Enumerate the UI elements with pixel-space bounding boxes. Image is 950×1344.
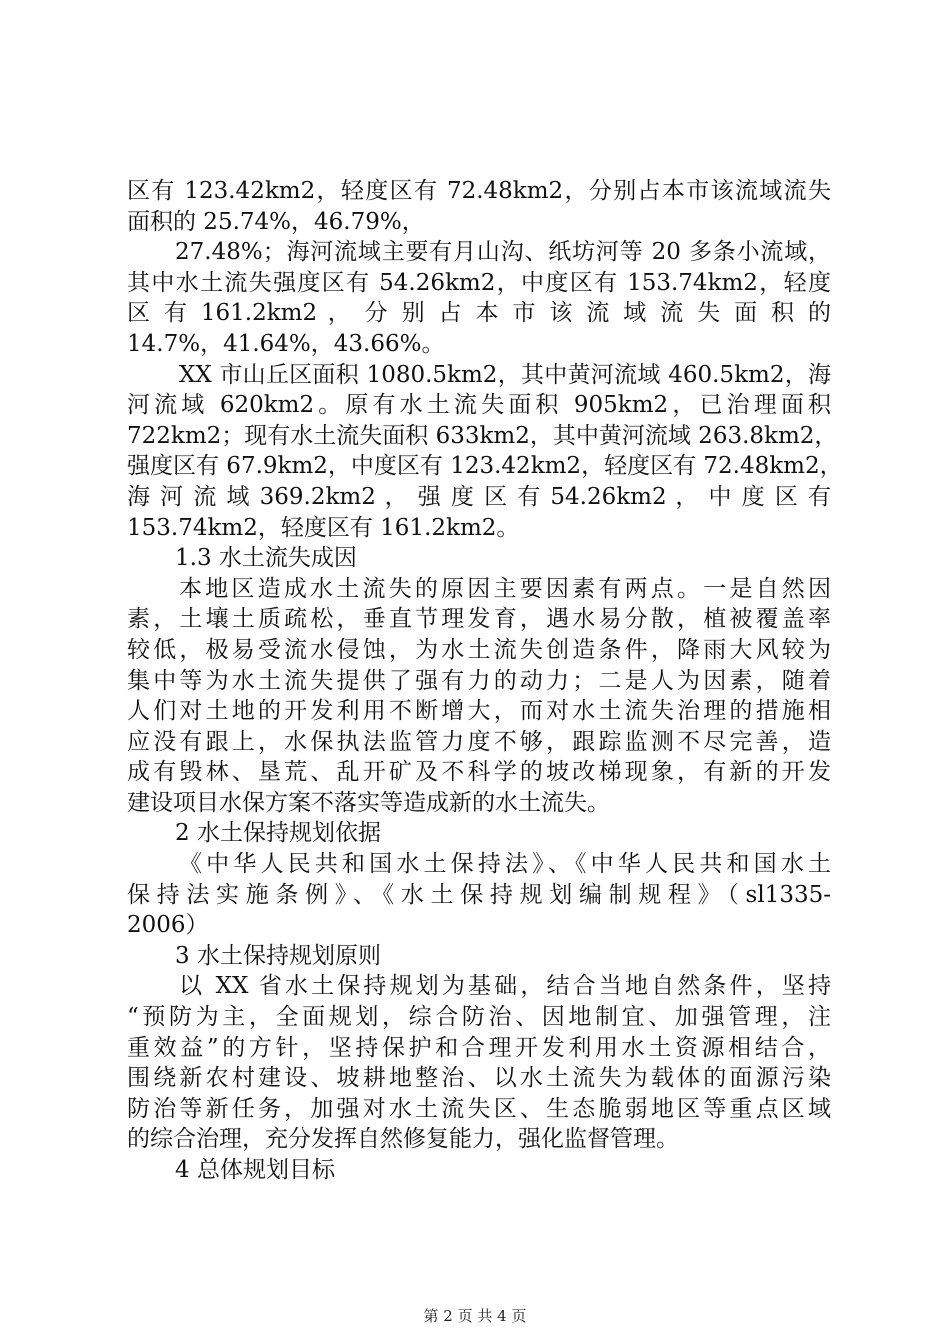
text-line: 河流域 620km2。原有水土流失面积 905km2，已治理面积 bbox=[127, 392, 831, 419]
page-indicator: 第 2 页 共 4 页 bbox=[423, 1307, 527, 1325]
text-line: 14.7%，41.64%，43.66%。 bbox=[127, 330, 445, 357]
text-line: 153.74km2，轻度区有 161.2km2。 bbox=[127, 514, 520, 541]
text-line: 防治等新任务，加强对水土流失区、生态脆弱地区等重点区域 bbox=[127, 1095, 831, 1122]
document-body bbox=[127, 176, 843, 1186]
text-line: 应没有跟上，水保执法监管力度不够，跟踪监测不尽完善，造 bbox=[127, 728, 831, 755]
text-line: 集中等为水土流失提供了强有力的动力；二是人为因素，随着 bbox=[127, 667, 831, 694]
section-heading: 4 总体规划目标 bbox=[175, 1157, 335, 1183]
text-line: 海 河 流 域 369.2km2 ， 强 度 区 有 54.26km2 ， 中 度 区 有 bbox=[127, 483, 831, 510]
text-line: 本地区造成水土流失的原因主要因素有两点。一是自然因 bbox=[179, 575, 831, 602]
text-line: XX 市山丘区面积 1080.5km2，其中黄河流域 460.5km2，海 bbox=[179, 361, 831, 388]
section-heading: 1.3 水土流失成因 bbox=[175, 545, 357, 572]
text-line: 素，土壤土质疏松，垂直节理发育，遇水易分散，植被覆盖率 bbox=[127, 606, 831, 633]
text-line: 围绕新农村建设、坡耕地整治、以水土流失为载体的面源污染 bbox=[127, 1065, 831, 1092]
text-line: 成有毁林、垦荒、乱开矿及不科学的坡改梯现象，有新的开发 bbox=[127, 759, 831, 786]
text-line: 强度区有 67.9km2，中度区有 123.42km2，轻度区有 72.48km2， bbox=[127, 453, 843, 480]
text-line: 区 有 161.2km2 ， 分 别 占 本 市 该 流 域 流 失 面 积 的 bbox=[127, 300, 831, 327]
text-line: “预防为主，全面规划，综合防治、因地制宜、加强管理，注 bbox=[127, 1004, 831, 1031]
text-line: 重效益”的方针，坚持保护和合理开发利用水土资源相结合， bbox=[127, 1034, 831, 1061]
section-heading: 3 水土保持规划原则 bbox=[175, 942, 381, 969]
text-line: 保持法实施条例》、《水土保持规划编制规程》（sl1335- bbox=[127, 881, 831, 908]
text-line: 建设项目水保方案不落实等造成新的水土流失。 bbox=[127, 789, 610, 816]
text-line: 《中华人民共和国水土保持法》、《中华人民共和国水土 bbox=[179, 851, 831, 878]
text-line: 以 XX 省水土保持规划为基础，结合当地自然条件，坚持 bbox=[179, 973, 831, 1000]
text-line: 2006） bbox=[127, 912, 209, 939]
text-line: 人们对土地的开发利用不断增大，而对水土流失治理的措施相 bbox=[127, 698, 831, 725]
text-line: 区有 123.42km2，轻度区有 72.48km2，分别占本市该流域流失 bbox=[127, 178, 831, 204]
text-line: 较低，极易受流水侵蚀，为水土流失创造条件，降雨大风较为 bbox=[127, 636, 831, 663]
text-line: 面积的 25.74%，46.79%， bbox=[127, 208, 425, 235]
text-line: 的综合治理，充分发挥自然修复能力，强化监督管理。 bbox=[127, 1126, 679, 1153]
section-heading: 2 水土保持规划依据 bbox=[175, 820, 381, 847]
text-line: 722km2；现有水土流失面积 633km2，其中黄河流域 263.8km2， bbox=[127, 422, 838, 449]
text-line: 其中水土流失强度区有 54.26km2，中度区有 153.74km2，轻度 bbox=[127, 269, 831, 296]
text-line: 27.48%；海河流域主要有月山沟、纸坊河等 20 多条小流域， bbox=[175, 239, 831, 266]
